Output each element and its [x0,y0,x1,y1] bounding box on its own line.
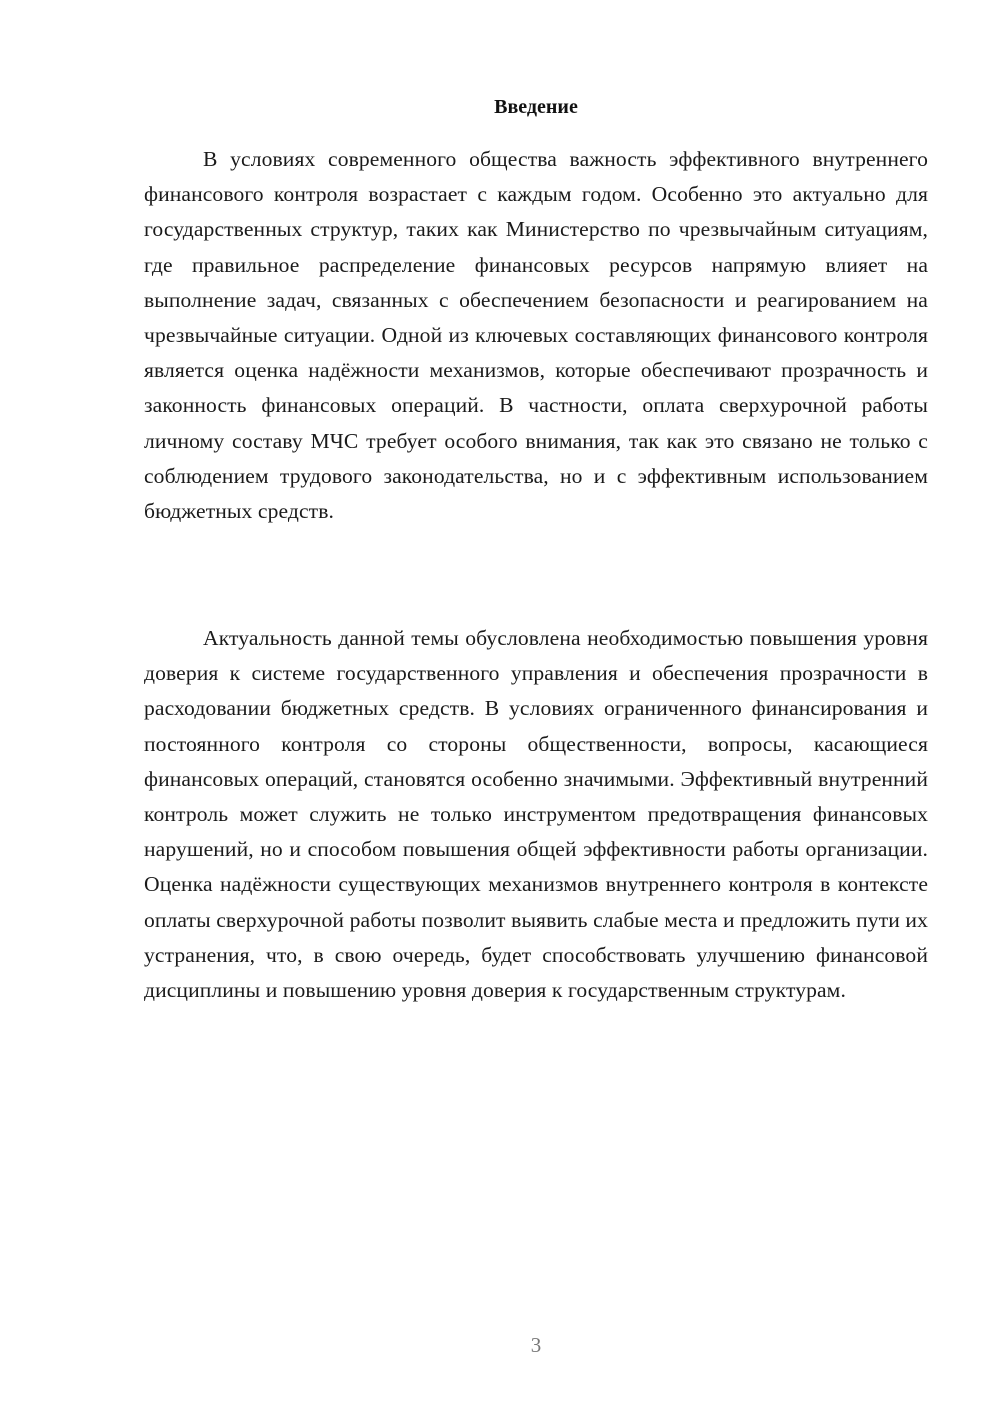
section-heading: Введение [494,96,578,118]
paragraph-1: В условиях современного общества важность эффективного внутреннего финансового контроля возрастает с каждым годом. Особенно это актуально для государственных структур, таких как Министерство по чрезвычайным ситуациям, где правильное распределение финансовых ресурсов напрямую влияет на выполнение задач, связанных с обеспечением безопасности и реагированием на чрезвычайные ситуации. Одной из ключевых составляющих финансового контроля является оценка надёжности механизмов, которые обеспечивают прозрачность и законность финансовых операций. В частности, оплата сверхурочной работы личному составу МЧС требует особого внимания, так как это связано не только с соблюдением трудового законодательства, но и с эффективным использованием бюджетных средств. [144,147,928,524]
paragraph-2: Актуальность данной темы обусловлена необходимостью повышения уровня доверия к системе государственного управления и обеспечения прозрачности в расходовании бюджетных средств. В условиях ограниченного финансирования и постоянного контроля со стороны общественности, вопросы, касающиеся финансовых операций, становятся особенно значимыми. Эффективный внутренний контроль может служить не только инструментом предотвращения финансовых нарушений, но и способом повышения общей эффективности работы организации. Оценка надёжности существующих механизмов внутреннего контроля в контексте оплаты сверхурочной работы позволит выявить слабые места и предложить пути их устранения, что, в свою очередь, будет способствовать улучшению финансовой дисциплины и повышению уровня доверия к государственным структурам. [144,626,928,1003]
page-number: 3 [530,1333,542,1357]
